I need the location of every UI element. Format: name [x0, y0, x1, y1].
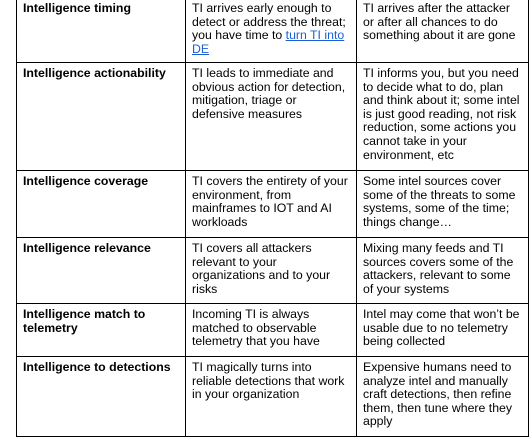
reality-cell: Intel may come that won’t be usable due to no telemetry being collected — [357, 304, 529, 357]
ideal-cell: TI covers all attackers relevant to your organizations and to your risks — [186, 238, 357, 304]
ideal-cell: TI covers the entirety of your environment, from mainframes to IOT and AI workloads — [186, 171, 357, 238]
reality-cell: TI informs you, but you need to decide what to do, plan and think about it; some intel is just good reading, not risk reduction, some actions you cannot take in your environment, etc — [357, 63, 529, 171]
reality-cell: Mixing many feeds and TI sources covers some of the attackers, relevant to some of your systems — [357, 238, 529, 304]
reality-cell: Some intel sources cover some of the threats to some systems, some of the time; things change… — [357, 171, 529, 238]
cell-text: TI arrives early enough to detect or address the threat; you have time to — [192, 1, 346, 43]
ideal-cell: Incoming TI is always matched to observable telemetry that you have — [186, 304, 357, 357]
reality-cell: Expensive humans need to analyze intel and manually craft detections, then refine them, then tune where they apply — [357, 357, 529, 437]
row-label-cell: Intelligence relevance — [17, 238, 186, 304]
table-row — [17, 171, 529, 238]
table-row — [17, 357, 529, 437]
row-label-cell: Intelligence to detections — [17, 357, 186, 437]
ideal-cell — [186, 0, 357, 63]
ideal-cell: TI magically turns into reliable detections that work in your organization — [186, 357, 357, 437]
row-label-cell: Intelligence coverage — [17, 171, 186, 238]
turn-ti-into-de-link[interactable]: turn TI into DE — [192, 28, 345, 56]
row-label-cell: Intelligence timing — [17, 0, 186, 63]
table-row — [17, 304, 529, 357]
row-label-cell: Intelligence actionability — [17, 63, 186, 171]
table-row — [17, 63, 529, 171]
ideal-cell: TI leads to immediate and obvious action for detection, mitigation, triage or defensive measures — [186, 63, 357, 171]
comparison-table — [16, 0, 529, 437]
table-row — [17, 0, 529, 63]
row-label-cell: Intelligence match to telemetry — [17, 304, 186, 357]
reality-cell: TI arrives after the attacker or after all chances to do something about it are gone — [357, 0, 529, 63]
table-row — [17, 238, 529, 304]
